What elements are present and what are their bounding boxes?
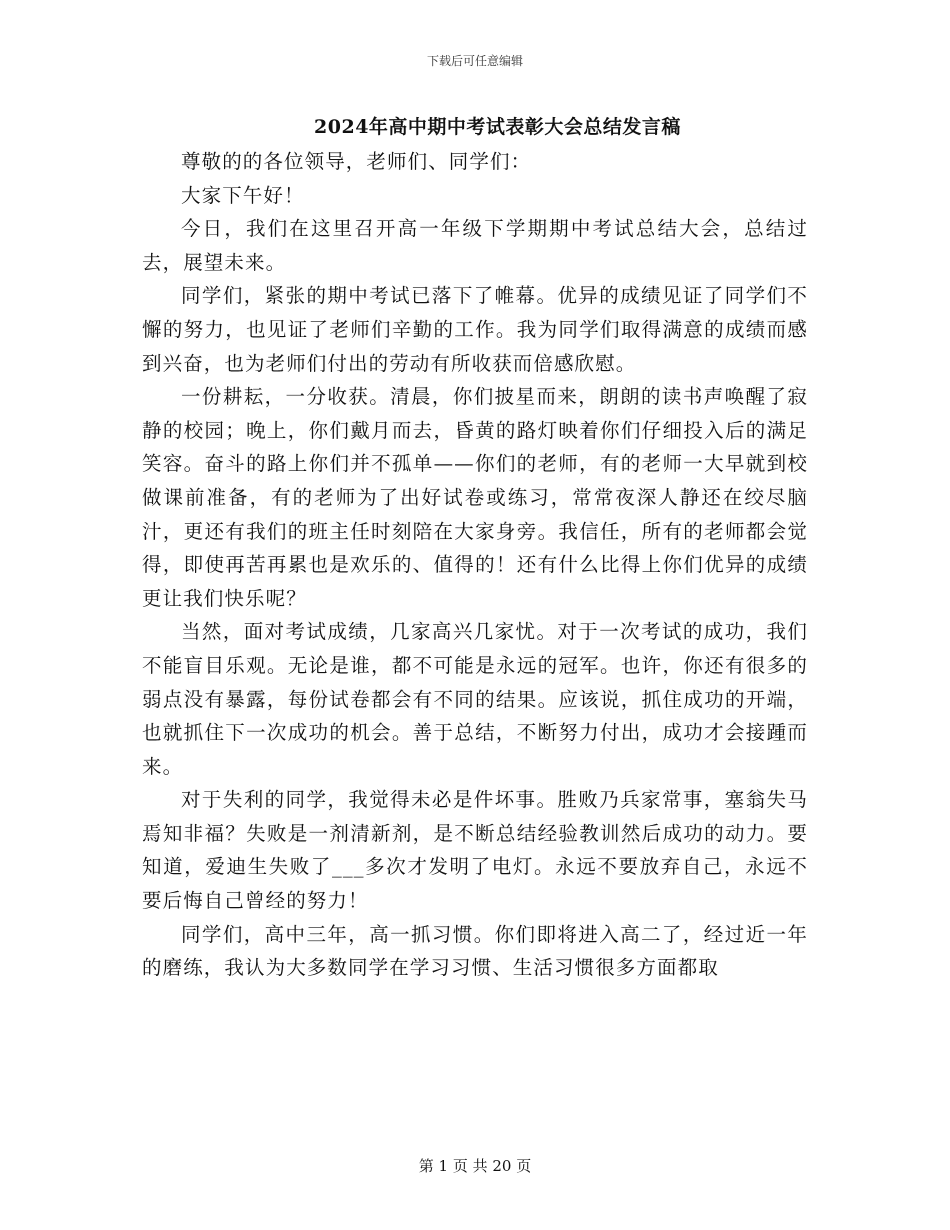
document-title: 2024年高中期中考试表彰大会总结发言稿: [314, 116, 681, 138]
paragraph-failure: 对于失利的同学，我觉得未必是件坏事。胜败乃兵家常事，塞翁失马焉知非福？失败是一剂清新剂，是不断总结经验教训然后成功的动力。要知道，爱迪生失败了___多次才发明了电灯。永远不要放弃自己，永远不要后悔自己曾经的努力！: [142, 788, 808, 913]
paragraph-habits: 同学们，高中三年，高一抓习惯。你们即将进入高二了，经过近一年的磨练，我认为大多数同学在学习习惯、生活习惯很多方面都取: [142, 922, 808, 980]
paragraph-salutation: 尊敬的的各位领导，老师们、同学们：: [181, 150, 532, 173]
paragraph-effort: 一份耕耘，一分收获。清晨，你们披星而来，朗朗的读书声唤醒了寂静的校园；晚上，你们戴月而去，昏黄的路灯映着你们仔细投入后的满足笑容。奋斗的路上你们并不孤单——你们的老师，有的老师一大早就到校做课前准备，有的老师为了出好试卷或练习，常常夜深人静还在绞尽脑汁，更还有我们的班主任时刻陪在大家身旁。我信任，所有的老师都会觉得，即使再苦再累也是欢乐的、值得的！还有什么比得上你们优异的成绩更让我们快乐呢？: [142, 385, 808, 610]
paragraph-success: 当然，面对考试成绩，几家高兴几家忧。对于一次考试的成功，我们不能盲目乐观。无论是谁，都不可能是永远的冠军。也许，你还有很多的弱点没有暴露，每份试卷都会有不同的结果。应该说，抓住成功的开端，也就抓住下一次成功的机会。善于总结，不断努力付出，成功才会接踵而来。: [142, 620, 808, 778]
page-header-note: 下载后可任意编辑: [426, 54, 523, 68]
page-number: 第 1 页 共 20 页: [418, 1157, 532, 1175]
document-body: [142, 145, 808, 985]
paragraph-exam-end: 同学们，紧张的期中考试已落下了帷幕。优异的成绩见证了同学们不懈的努力，也见证了老师们辛勤的工作。我为同学们取得满意的成绩而感到兴奋，也为老师们付出的劳动有所收获而倍感欣慰。: [142, 284, 808, 375]
paragraph-greeting: 大家下午好！: [181, 183, 305, 207]
paragraph-opening: 今日，我们在这里召开高一年级下学期期中考试总结大会，总结过去，展望未来。: [142, 217, 808, 274]
